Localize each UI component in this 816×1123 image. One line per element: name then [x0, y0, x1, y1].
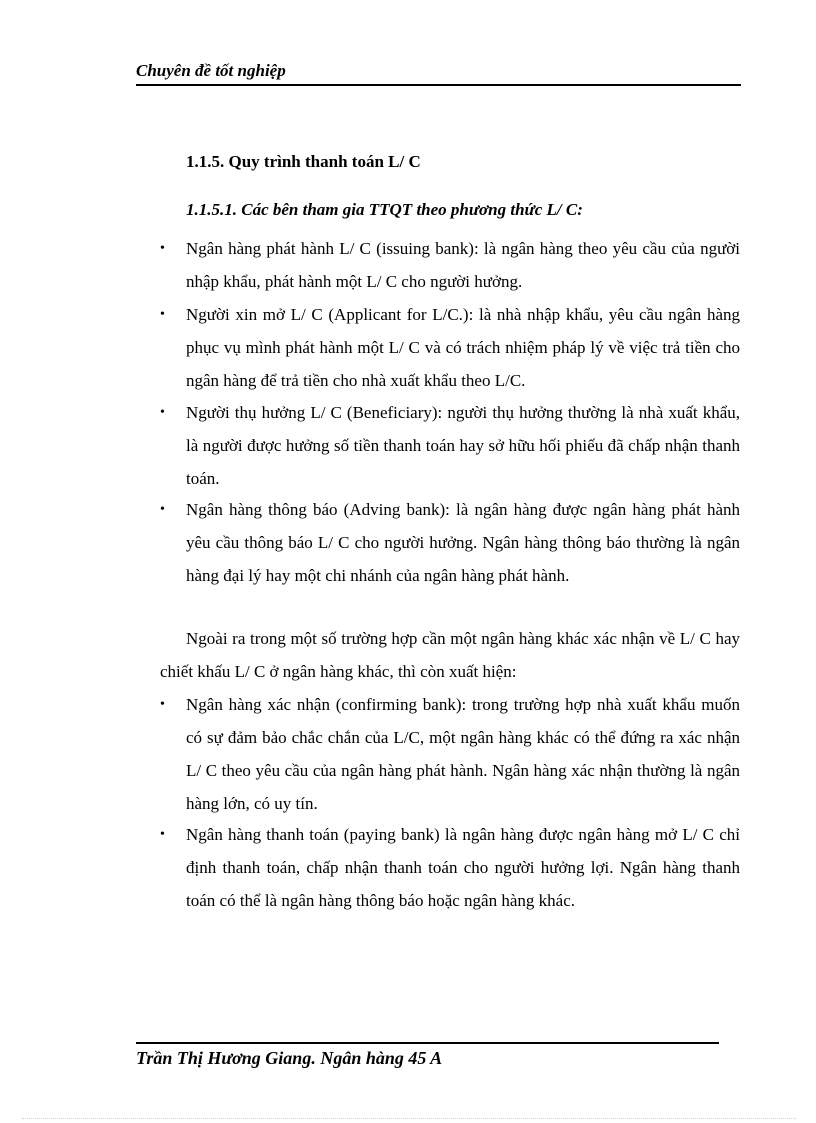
- bullet-icon: •: [160, 405, 165, 420]
- list-item-text: Người xin mở L/ C (Applicant for L/C.): là nhà nhập khẩu, yêu cầu ngân hàng phục vụ mình phát hành một L/ C và có trách nhiệm pháp lý về việc trả tiền cho ngân hàng để trả tiền cho nhà xuất khẩu theo L/C.: [186, 305, 740, 390]
- subsection-heading: 1.1.5.1. Các bên tham gia TTQT theo phương thức L/ C:: [186, 200, 583, 219]
- list-item-text: Ngân hàng thanh toán (paying bank) là ngân hàng được ngân hàng mở L/ C chỉ định thanh toán, chấp nhận thanh toán cho người hưởng lợi. Ngân hàng thanh toán có thể là ngân hàng thông báo hoặc ngân hàng khác.: [186, 825, 740, 910]
- list-item: [160, 493, 740, 592]
- list-item: [160, 232, 740, 298]
- list-item: [160, 688, 740, 820]
- list-item: [160, 298, 740, 397]
- list-item-text: Ngân hàng phát hành L/ C (issuing bank): là ngân hàng theo yêu cầu của người nhập khẩu, phát hành một L/ C cho người hưởng.: [186, 239, 740, 291]
- list-item: [160, 818, 740, 917]
- page-header: [136, 60, 741, 82]
- footer-author: Trần Thị Hương Giang. Ngân hàng 45 A: [136, 1048, 443, 1068]
- footer-rule: [136, 1042, 719, 1044]
- header-title: Chuyên đề tốt nghiệp: [136, 61, 286, 80]
- list-item-text: Người thụ hưởng L/ C (Beneficiary): người thụ hưởng thường là nhà xuất khẩu, là người được hưởng số tiền thanh toán hay sở hữu hối phiếu đã chấp nhận thanh toán.: [186, 403, 740, 488]
- bullet-icon: •: [160, 502, 165, 517]
- bullet-icon: •: [160, 827, 165, 842]
- list-item-text: Ngân hàng thông báo (Adving bank): là ngân hàng được ngân hàng phát hành yêu cầu thông báo L/ C cho người hưởng. Ngân hàng thông báo thường là ngân hàng đại lý hay một chi nhánh của ngân hàng phát hành.: [186, 500, 740, 585]
- list-item-text: Ngân hàng xác nhận (confirming bank): trong trường hợp nhà xuất khẩu muốn có sự đảm bảo chắc chắn của L/C, một ngân hàng khác có thể đứng ra xác nhận L/ C theo yêu cầu của ngân hàng phát hành. Ngân hàng xác nhận thường là ngân hàng lớn, có uy tín.: [186, 695, 740, 813]
- header-rule: [136, 84, 741, 86]
- page-edge-divider: [22, 1118, 796, 1119]
- bullet-icon: •: [160, 241, 165, 256]
- bullet-icon: •: [160, 307, 165, 322]
- body-paragraph: Ngoài ra trong một số trường hợp cần một ngân hàng khác xác nhận về L/ C hay chiết khấu L/ C ở ngân hàng khác, thì còn xuất hiện:: [160, 629, 740, 681]
- section-heading: 1.1.5. Quy trình thanh toán L/ C: [186, 152, 421, 171]
- list-item: [160, 396, 740, 495]
- bullet-icon: •: [160, 697, 165, 712]
